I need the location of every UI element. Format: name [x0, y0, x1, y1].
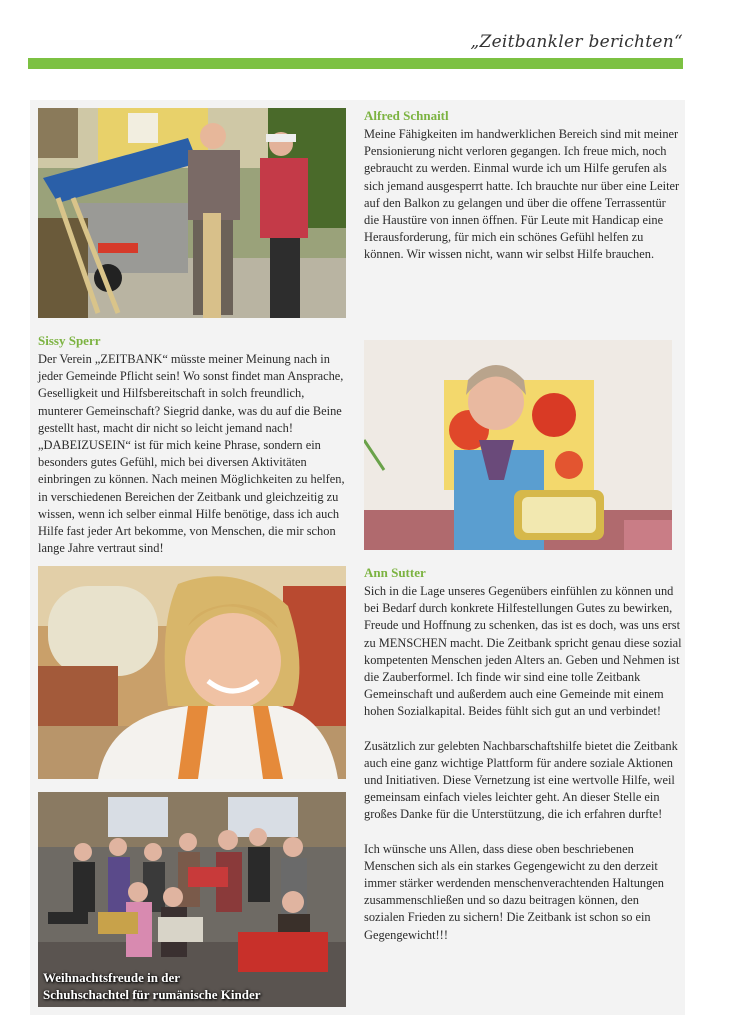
photo-sissy-portrait — [38, 566, 346, 779]
statement-sissy: Der Verein „ZEITBANK“ müsste meiner Meinung nach in jeder Gemeinde Pflicht sein! Wo sonst findet man Ansprache, Geselligkeit und Hilfsbereitschaft in solch freundlich, munterer Gemeinschaft? Siegrid danke, was du auf die Beine gestellt hast, macht dir nicht so leicht jemand nach! „DABEIZUSEIN“ ist für mich keine Phrase, sondern ein besonders gutes Gefühl, mich bei diversen Aktivitäten einbringen zu können. Nach meinen Möglichkeiten zu helfen, in verschiedenen Bereichen der Zeitbank und gleichzeitig zu wissen, wenn ich selber einmal Hilfe benötige, dass ich auch Hilfe fast jeder Art bekomme, von Menschen, die mir schon lange Jahre vertraut sind! — [38, 352, 345, 556]
statement-ann-part3: Ich wünsche uns Allen, dass diese oben beschriebenen Menschen sich als ein starkes Gegengewicht zu den derzeit immer stärker werdenden menschenverachtenden Haltungen zusammenschließen und so dazu beitragen können, den sozialen Frieden zu sichern! Die Zeitbank ist schon so ein Gegengewicht!!! — [364, 841, 665, 942]
photo-caption-line1: Weihnachtsfreude in der — [43, 970, 180, 985]
photo-caption-line2: Schuhschachtel für rumänische Kinder — [43, 987, 261, 1002]
photo-ann-portrait — [364, 340, 672, 550]
statement-ann-part1: Sich in die Lage unseres Gegenübers einfühlen zu können und bei Bedarf durch konkrete Hilfestellungen Gutes zu bewirken, Freude und Hoffnung zu schenken, das ist es doch, was uns erst zu MENSCHEN macht. Die Zeitbank spricht genau diese sozial kompetenten Menschen jeden Alters an. Geben und Nehmen ist die Zauberformel. Ich finde wir sind eine tolle Zeitbank Gemeinschaft und außerdem auch eine Gemeinde mit einem hohen Sozialkapital. Beides fühlt sich gut an und verbindet! — [364, 584, 682, 719]
statement-alfred: Meine Fähigkeiten im handwerklichen Bereich sind mit meiner Pensionierung nicht verloren gegangen. Ich freue mich, noch gebraucht zu werden. Einmal wurde ich um Hilfe gerufen als sich jemand ausgesperrt hatte. Ich brauchte nur über eine Leiter auf den Balkon zu gelangen und über die offene Terrassentür die Haustüre von innen öffnen. Für Leute mit Handicap eine Herausforderung, für mich ein schönes Gefühl helfen zu können. Wir wissen nicht, wann wir selbst Hilfe brauchen. — [364, 127, 680, 262]
author-name-alfred: Alfred Schnaitl — [364, 108, 449, 123]
author-name-sissy: Sissy Sperr — [38, 333, 101, 348]
statement-ann-part2: Zusätzlich zur gelebten Nachbarschaftshilfe bietet die Zeitbank auch eine ganz wichtige Plattform für andere soziale Aktionen und Initiativen. Diese Vernetzung ist eine wertvolle Hilfe, weil gemeinsam einfach vieles leichter geht. An dieser Stelle ein großes Danke für die Unterstützung, die ich erfahren durfte! — [364, 738, 678, 822]
photo-alfred-trailer — [38, 108, 346, 318]
author-name-ann: Ann Sutter — [364, 565, 426, 580]
page-header-title: „Zeitbankler berichten“ — [470, 32, 683, 52]
photo-christmas-group — [38, 792, 346, 1007]
green-header-bar — [28, 58, 683, 69]
